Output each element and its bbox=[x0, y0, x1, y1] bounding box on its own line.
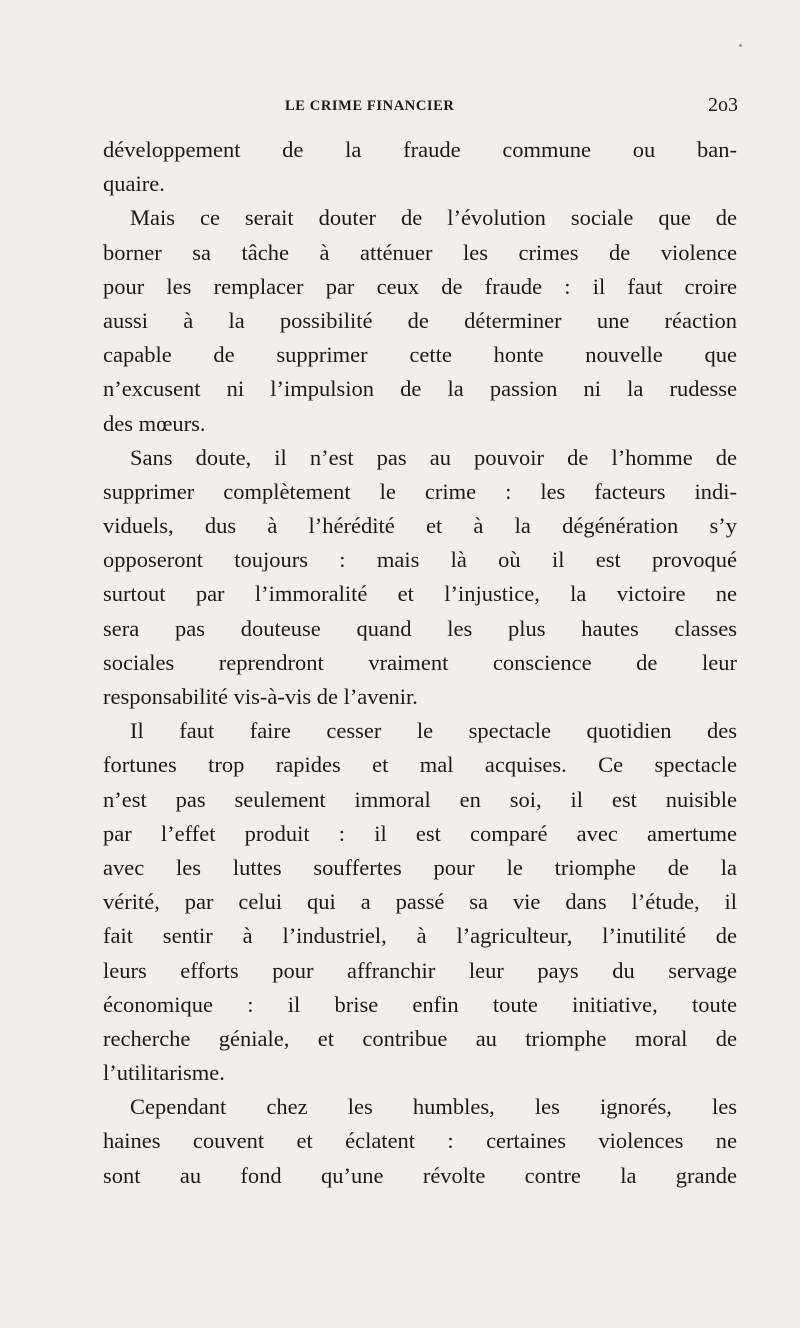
text-line: sera pas douteuse quand les plus hautes classes bbox=[103, 615, 737, 641]
text-line: avec les luttes souffertes pour le triomphe de la bbox=[103, 854, 737, 880]
text-line: sociales reprendront vraiment conscience de leur bbox=[103, 649, 737, 675]
text-line: Sans doute, il n’est pas au pouvoir de l’homme de bbox=[130, 444, 737, 470]
text-line: aussi à la possibilité de déterminer une réaction bbox=[103, 307, 737, 333]
text-line: l’utilitarisme. bbox=[103, 1060, 225, 1086]
text-line: supprimer complètement le crime : les facteurs indi- bbox=[103, 478, 737, 504]
text-line: développement de la fraude commune ou ban- bbox=[103, 137, 737, 162]
text-line: fortunes trop rapides et mal acquises. Ce spectacle bbox=[103, 752, 737, 778]
page-header bbox=[0, 96, 800, 118]
page-number: 2o3 bbox=[708, 94, 738, 116]
text-line: leurs efforts pour affranchir leur pays du servage bbox=[103, 957, 737, 983]
text-line: capable de supprimer cette honte nouvelle que bbox=[103, 342, 737, 368]
text-line: responsabilité vis-à-vis de l’avenir. bbox=[103, 684, 418, 709]
text-line: quaire. bbox=[103, 171, 165, 197]
text-line: économique : il brise enfin toute initiative, toute bbox=[103, 991, 737, 1017]
text-line: fait sentir à l’industriel, à l’agriculteur, l’inutilité de bbox=[103, 923, 737, 949]
text-line: n’excusent ni l’impulsion de la passion ni la rudesse bbox=[103, 376, 737, 402]
page-speck bbox=[739, 44, 742, 47]
body-text bbox=[103, 133, 737, 1193]
text-line: opposeront toujours : mais là où il est provoqué bbox=[103, 547, 737, 573]
text-line: vérité, par celui qui a passé sa vie dans l’étude, il bbox=[103, 889, 737, 915]
text-line: n’est pas seulement immoral en soi, il est nuisible bbox=[103, 786, 737, 812]
text-line: Mais ce serait douter de l’évolution sociale que de bbox=[130, 205, 737, 231]
text-line: haines couvent et éclatent : certaines violences ne bbox=[103, 1128, 737, 1154]
text-line: Il faut faire cesser le spectacle quotidien des bbox=[130, 718, 737, 744]
text-line: viduels, dus à l’hérédité et à la dégénération s’y bbox=[103, 513, 737, 539]
running-head: LE CRIME FINANCIER bbox=[285, 98, 455, 114]
text-line: borner sa tâche à atténuer les crimes de violence bbox=[103, 239, 737, 265]
text-line: par l’effet produit : il est comparé avec amertume bbox=[103, 820, 737, 846]
text-line: surtout par l’immoralité et l’injustice, la victoire ne bbox=[103, 581, 737, 607]
text-line: Cependant chez les humbles, les ignorés, les bbox=[130, 1094, 737, 1120]
text-line: pour les remplacer par ceux de fraude : il faut croire bbox=[103, 273, 737, 299]
text-line: des mœurs. bbox=[103, 410, 206, 436]
text-line: sont au fond qu’une révolte contre la grande bbox=[103, 1162, 737, 1188]
text-line: recherche géniale, et contribue au triomphe moral de bbox=[103, 1025, 737, 1051]
